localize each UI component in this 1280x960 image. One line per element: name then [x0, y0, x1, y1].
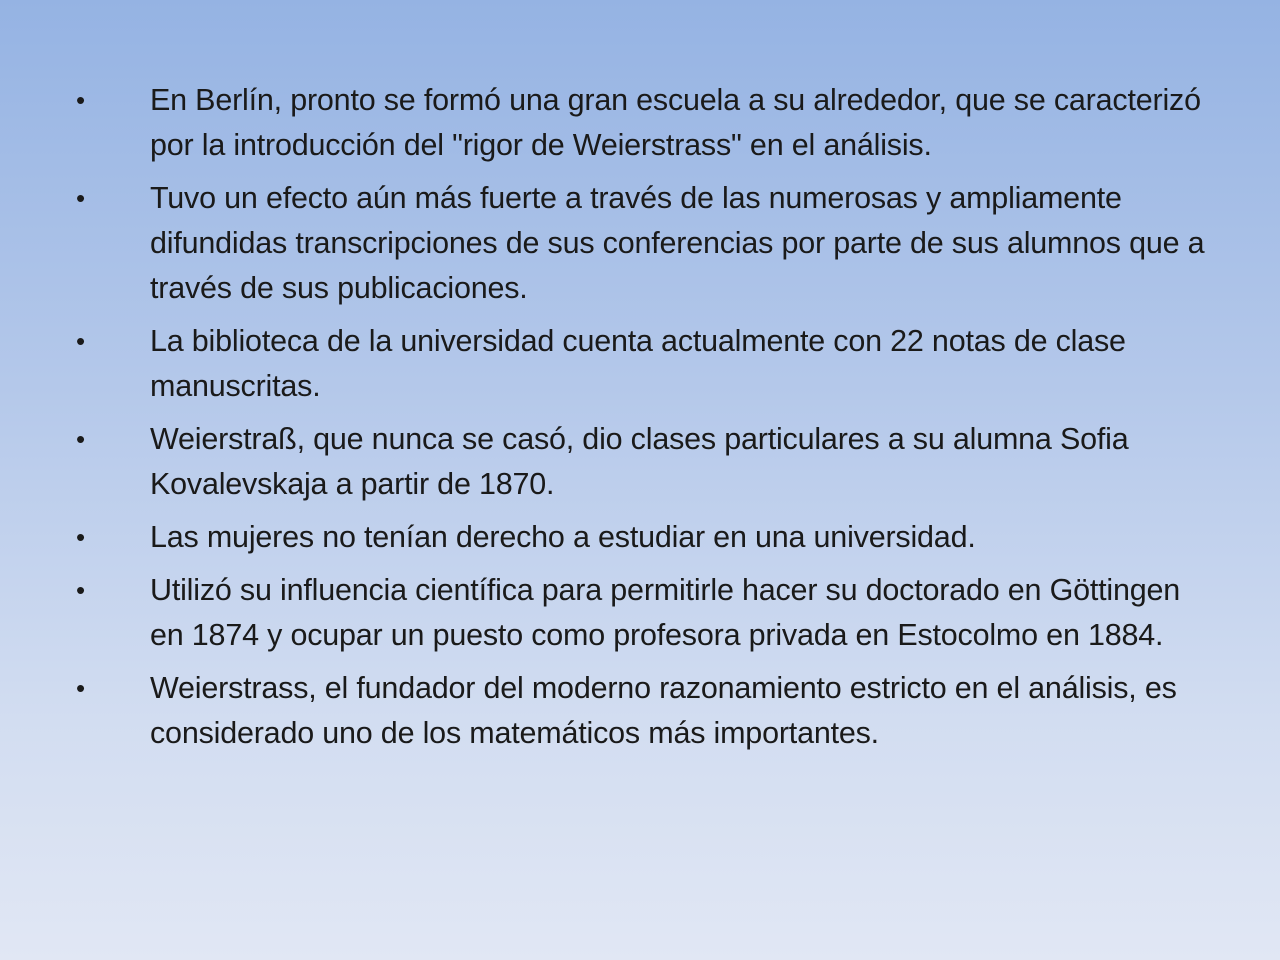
- bullet-list: [76, 78, 1206, 764]
- bullet-item: [76, 666, 1206, 756]
- bullet-text: Utilizó su influencia científica para permitirle hacer su doctorado en Göttingen en 1874 y ocupar un puesto como profesora privada en Estocolmo en 1884.: [150, 573, 1181, 652]
- bullet-icon: •: [76, 673, 85, 703]
- bullet-text: Weierstrass, el fundador del moderno razonamiento estricto en el análisis, es considerado uno de los matemáticos más importantes.: [150, 671, 1177, 750]
- bullet-icon: •: [76, 575, 85, 605]
- bullet-item: [76, 515, 1206, 560]
- bullet-text: En Berlín, pronto se formó una gran escuela a su alrededor, que se caracterizó por la introducción del "rigor de Weierstrass" en el análisis.: [150, 83, 1201, 162]
- bullet-icon: •: [76, 183, 85, 213]
- bullet-item: [76, 417, 1206, 507]
- bullet-item: [76, 78, 1206, 168]
- bullet-icon: •: [76, 85, 85, 115]
- bullet-icon: •: [76, 326, 85, 356]
- bullet-text: La biblioteca de la universidad cuenta actualmente con 22 notas de clase manuscritas.: [150, 324, 1126, 403]
- bullet-text: Weierstraß, que nunca se casó, dio clases particulares a su alumna Sofia Kovalevskaja a partir de 1870.: [150, 422, 1129, 501]
- bullet-icon: •: [76, 424, 85, 454]
- bullet-item: [76, 319, 1206, 409]
- bullet-item: [76, 176, 1206, 311]
- bullet-item: [76, 568, 1206, 658]
- bullet-text: Tuvo un efecto aún más fuerte a través de las numerosas y ampliamente difundidas transcripciones de sus conferencias por parte de sus alumnos que a través de sus publicaciones.: [150, 181, 1205, 305]
- bullet-icon: •: [76, 522, 85, 552]
- bullet-text: Las mujeres no tenían derecho a estudiar en una universidad.: [150, 520, 976, 554]
